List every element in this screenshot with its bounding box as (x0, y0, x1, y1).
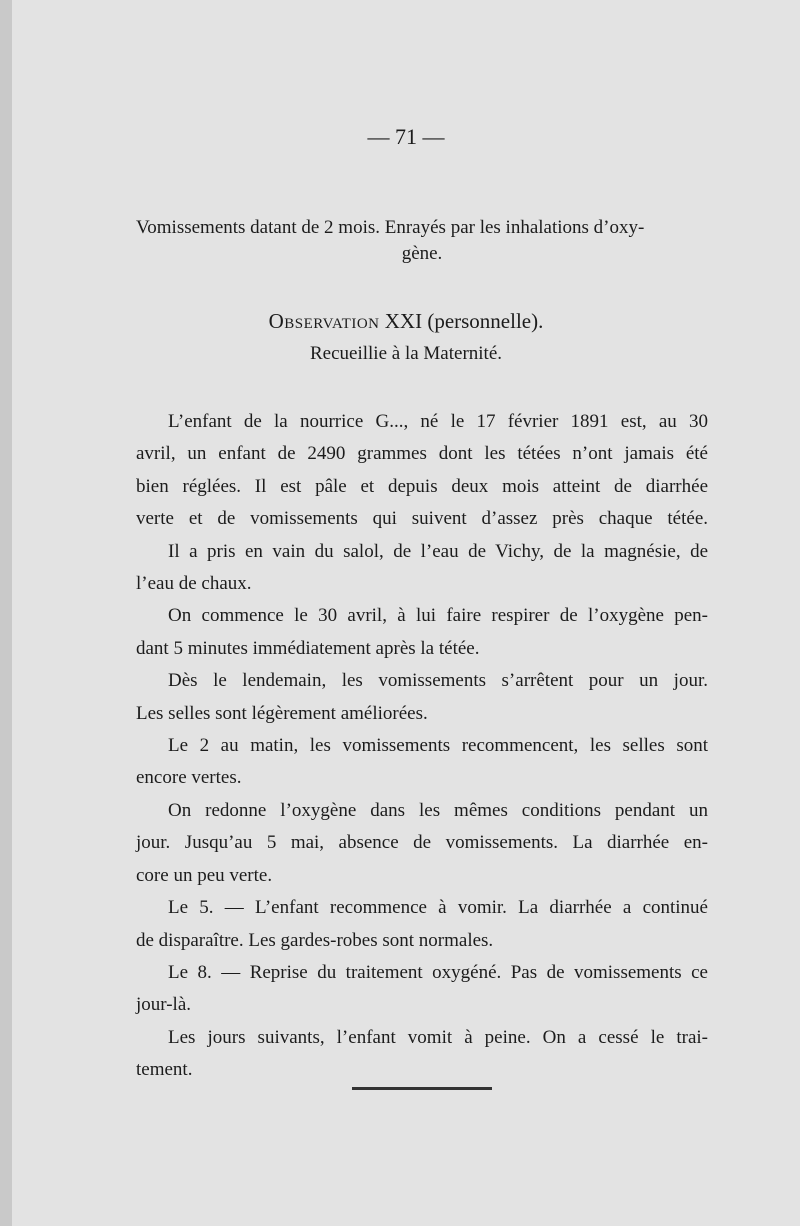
observation-qualifier: (personnelle). (427, 309, 544, 333)
text-line: de disparaître. Les gardes-robes sont normales. (136, 929, 494, 951)
text-line: jour. Jusqu’au 5 mai, absence de vomissements. La diarrhée en- (136, 832, 708, 854)
observation-title (12, 309, 800, 334)
text-line: dant 5 minutes immédiatement après la tétée. (136, 637, 480, 659)
text-line: verte et de vomissements qui suivent d’assez près chaque tétée. (136, 508, 708, 530)
book-page (12, 0, 800, 1226)
text-line: bien réglées. Il est pâle et depuis deux mois atteint de diarrhée (136, 475, 708, 497)
observation-source: Recueillie à la Maternité. (309, 343, 503, 364)
text-line: Le 5. — L’enfant recommence à vomir. La diarrhée a continué (168, 897, 708, 919)
text-line: Le 8. — Reprise du traitement oxygéné. Pas de vomissements ce (168, 961, 708, 983)
summary-line: gène. (401, 243, 443, 264)
text-line: core un peu verte. (136, 864, 273, 886)
text-line: l’eau de chaux. (136, 573, 252, 595)
text-line: tement. (136, 1059, 193, 1081)
text-line: Les jours suivants, l’enfant vomit à peine. On a cessé le trai- (168, 1026, 708, 1048)
end-rule (352, 1087, 492, 1090)
observation-label: Observation (268, 309, 380, 333)
summary-heading (136, 215, 708, 267)
text-line: Dès le lendemain, les vomissements s’arrêtent pour un jour. (168, 670, 708, 692)
text-line: avril, un enfant de 2490 grammes dont les tétées n’ont jamais été (136, 443, 708, 465)
page-number: — 71 — (367, 124, 445, 149)
summary-line: Vomissements datant de 2 mois. Enrayés par les inhalations d’oxy- (136, 217, 645, 238)
text-line: On commence le 30 avril, à lui faire respirer de l’oxygène pen- (168, 605, 708, 627)
text-line: encore vertes. (136, 767, 242, 789)
text-line: jour-là. (136, 994, 192, 1016)
observation-body (136, 406, 708, 1087)
text-line: Le 2 au matin, les vomissements recommencent, les selles sont (168, 735, 708, 757)
text-line: Il a pris en vain du salol, de l’eau de Vichy, de la magnésie, de (168, 540, 708, 562)
text-line: On redonne l’oxygène dans les mêmes conditions pendant un (168, 799, 708, 821)
observation-number: XXI (384, 309, 423, 333)
text-line: L’enfant de la nourrice G..., né le 17 février 1891 est, au 30 (168, 411, 708, 432)
text-line: Les selles sont légèrement améliorées. (136, 702, 428, 724)
